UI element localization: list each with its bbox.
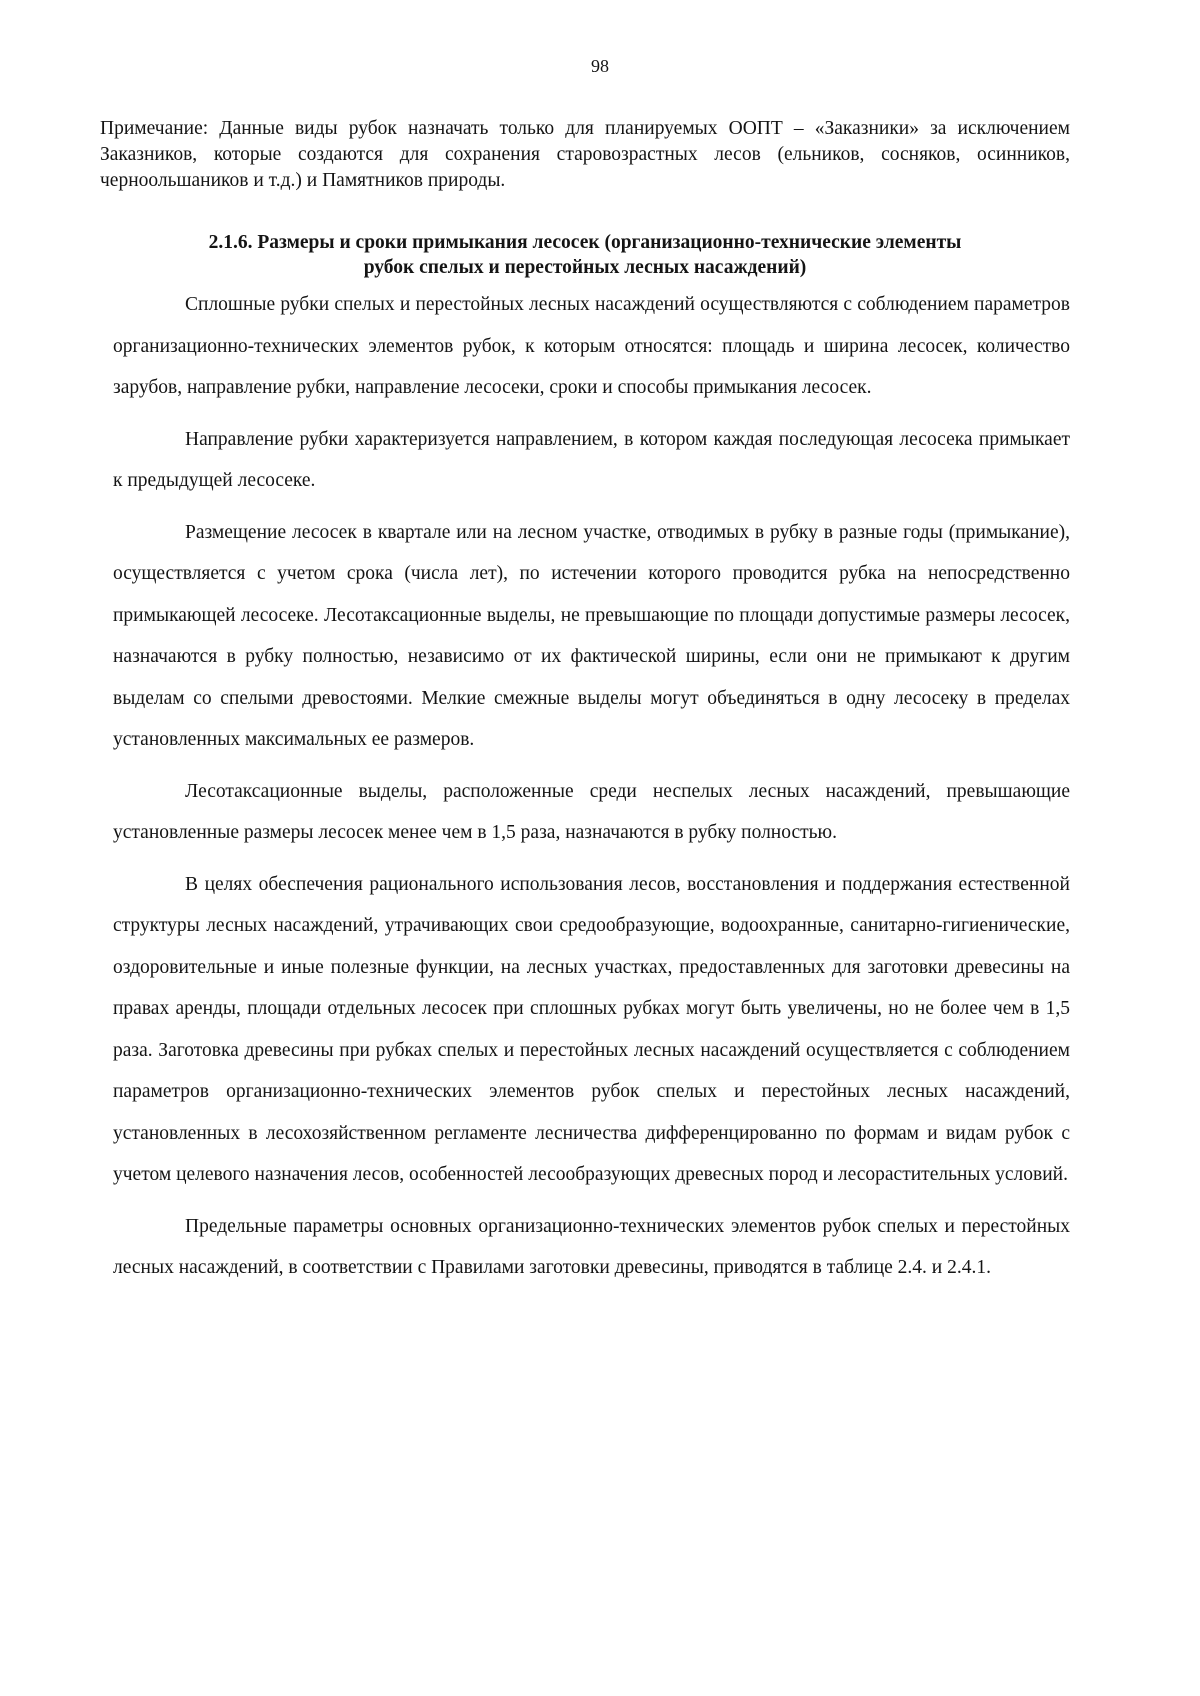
note-paragraph: Примечание: Данные виды рубок назначать только для планируемых ООПТ – «Заказники» за исключением Заказников, которые создаются для сохранения старовозрастных лесов (ельников, сосняков, осинников, черноольшаников и т.д.) и Памятников природы. — [100, 118, 1070, 191]
body-paragraph: Предельные параметры основных организационно-технических элементов рубок спелых и перестойных лесных насаждений, в соответствии с Правилами заготовки древесины, приводятся в таблице 2.4. и 2.4.1. — [113, 1215, 1070, 1278]
body-paragraph: Сплошные рубки спелых и перестойных лесных насаждений осуществляются с соблюдением параметров организационно-технических элементов рубок, к которым относятся: площадь и ширина лесосек, количество зарубов, направление рубки, направление лесосеки, сроки и способы примыкания лесосек. — [113, 294, 1070, 398]
section-heading — [100, 230, 1070, 280]
body-paragraph: Лесотаксационные выделы, расположенные среди неспелых лесных насаждений, превышающие установленные размеры лесосек менее чем в 1,5 раза, назначаются в рубку полностью. — [113, 780, 1070, 843]
body-text — [113, 284, 1070, 1299]
body-paragraph: В целях обеспечения рационального использования лесов, восстановления и поддержания естественной структуры лесных насаждений, утрачивающих свои средообразующие, водоохранные, санитарно-гигиенические, оздоровительные и иные полезные функции, на лесных участках, предоставленных для заготовки древесины на правах аренды, площади отдельных лесосек при сплошных рубках могут быть увеличены, но не более чем в 1,5 раза. Заготовка древесины при рубках спелых и перестойных лесных насаждений осуществляется с соблюдением параметров организационно-технических элементов рубок спелых и перестойных лесных насаждений, установленных в лесохозяйственном регламенте лесничества дифференцированно по формам и видам рубок с учетом целевого назначения лесов, особенностей лесообразующих древесных пород и лесорастительных условий. — [113, 873, 1070, 1185]
body-paragraph: Размещение лесосек в квартале или на лесном участке, отводимых в рубку в разные годы (примыкание), осуществляется с учетом срока (числа лет), по истечении которого проводится рубка на непосредственно примыкающей лесосеке. Лесотаксационные выделы, не превышающие по площади допустимые размеры лесосек, назначаются в рубку полностью, независимо от их фактической ширины, если они не примыкают к другим выделам со спелыми древостоями. Мелкие смежные выделы могут объединяться в одну лесосеку в пределах установленных максимальных ее размеров. — [113, 521, 1070, 750]
body-paragraph: Направление рубки характеризуется направлением, в котором каждая последующая лесосека примыкает к предыдущей лесосеке. — [113, 428, 1070, 491]
section-heading-line-2: рубок спелых и перестойных лесных насаждений) — [363, 257, 807, 278]
page-number: 98 — [591, 56, 609, 76]
section-heading-line-1: 2.1.6. Размеры и сроки примыкания лесосек (организационно-технические элементы — [208, 232, 962, 253]
